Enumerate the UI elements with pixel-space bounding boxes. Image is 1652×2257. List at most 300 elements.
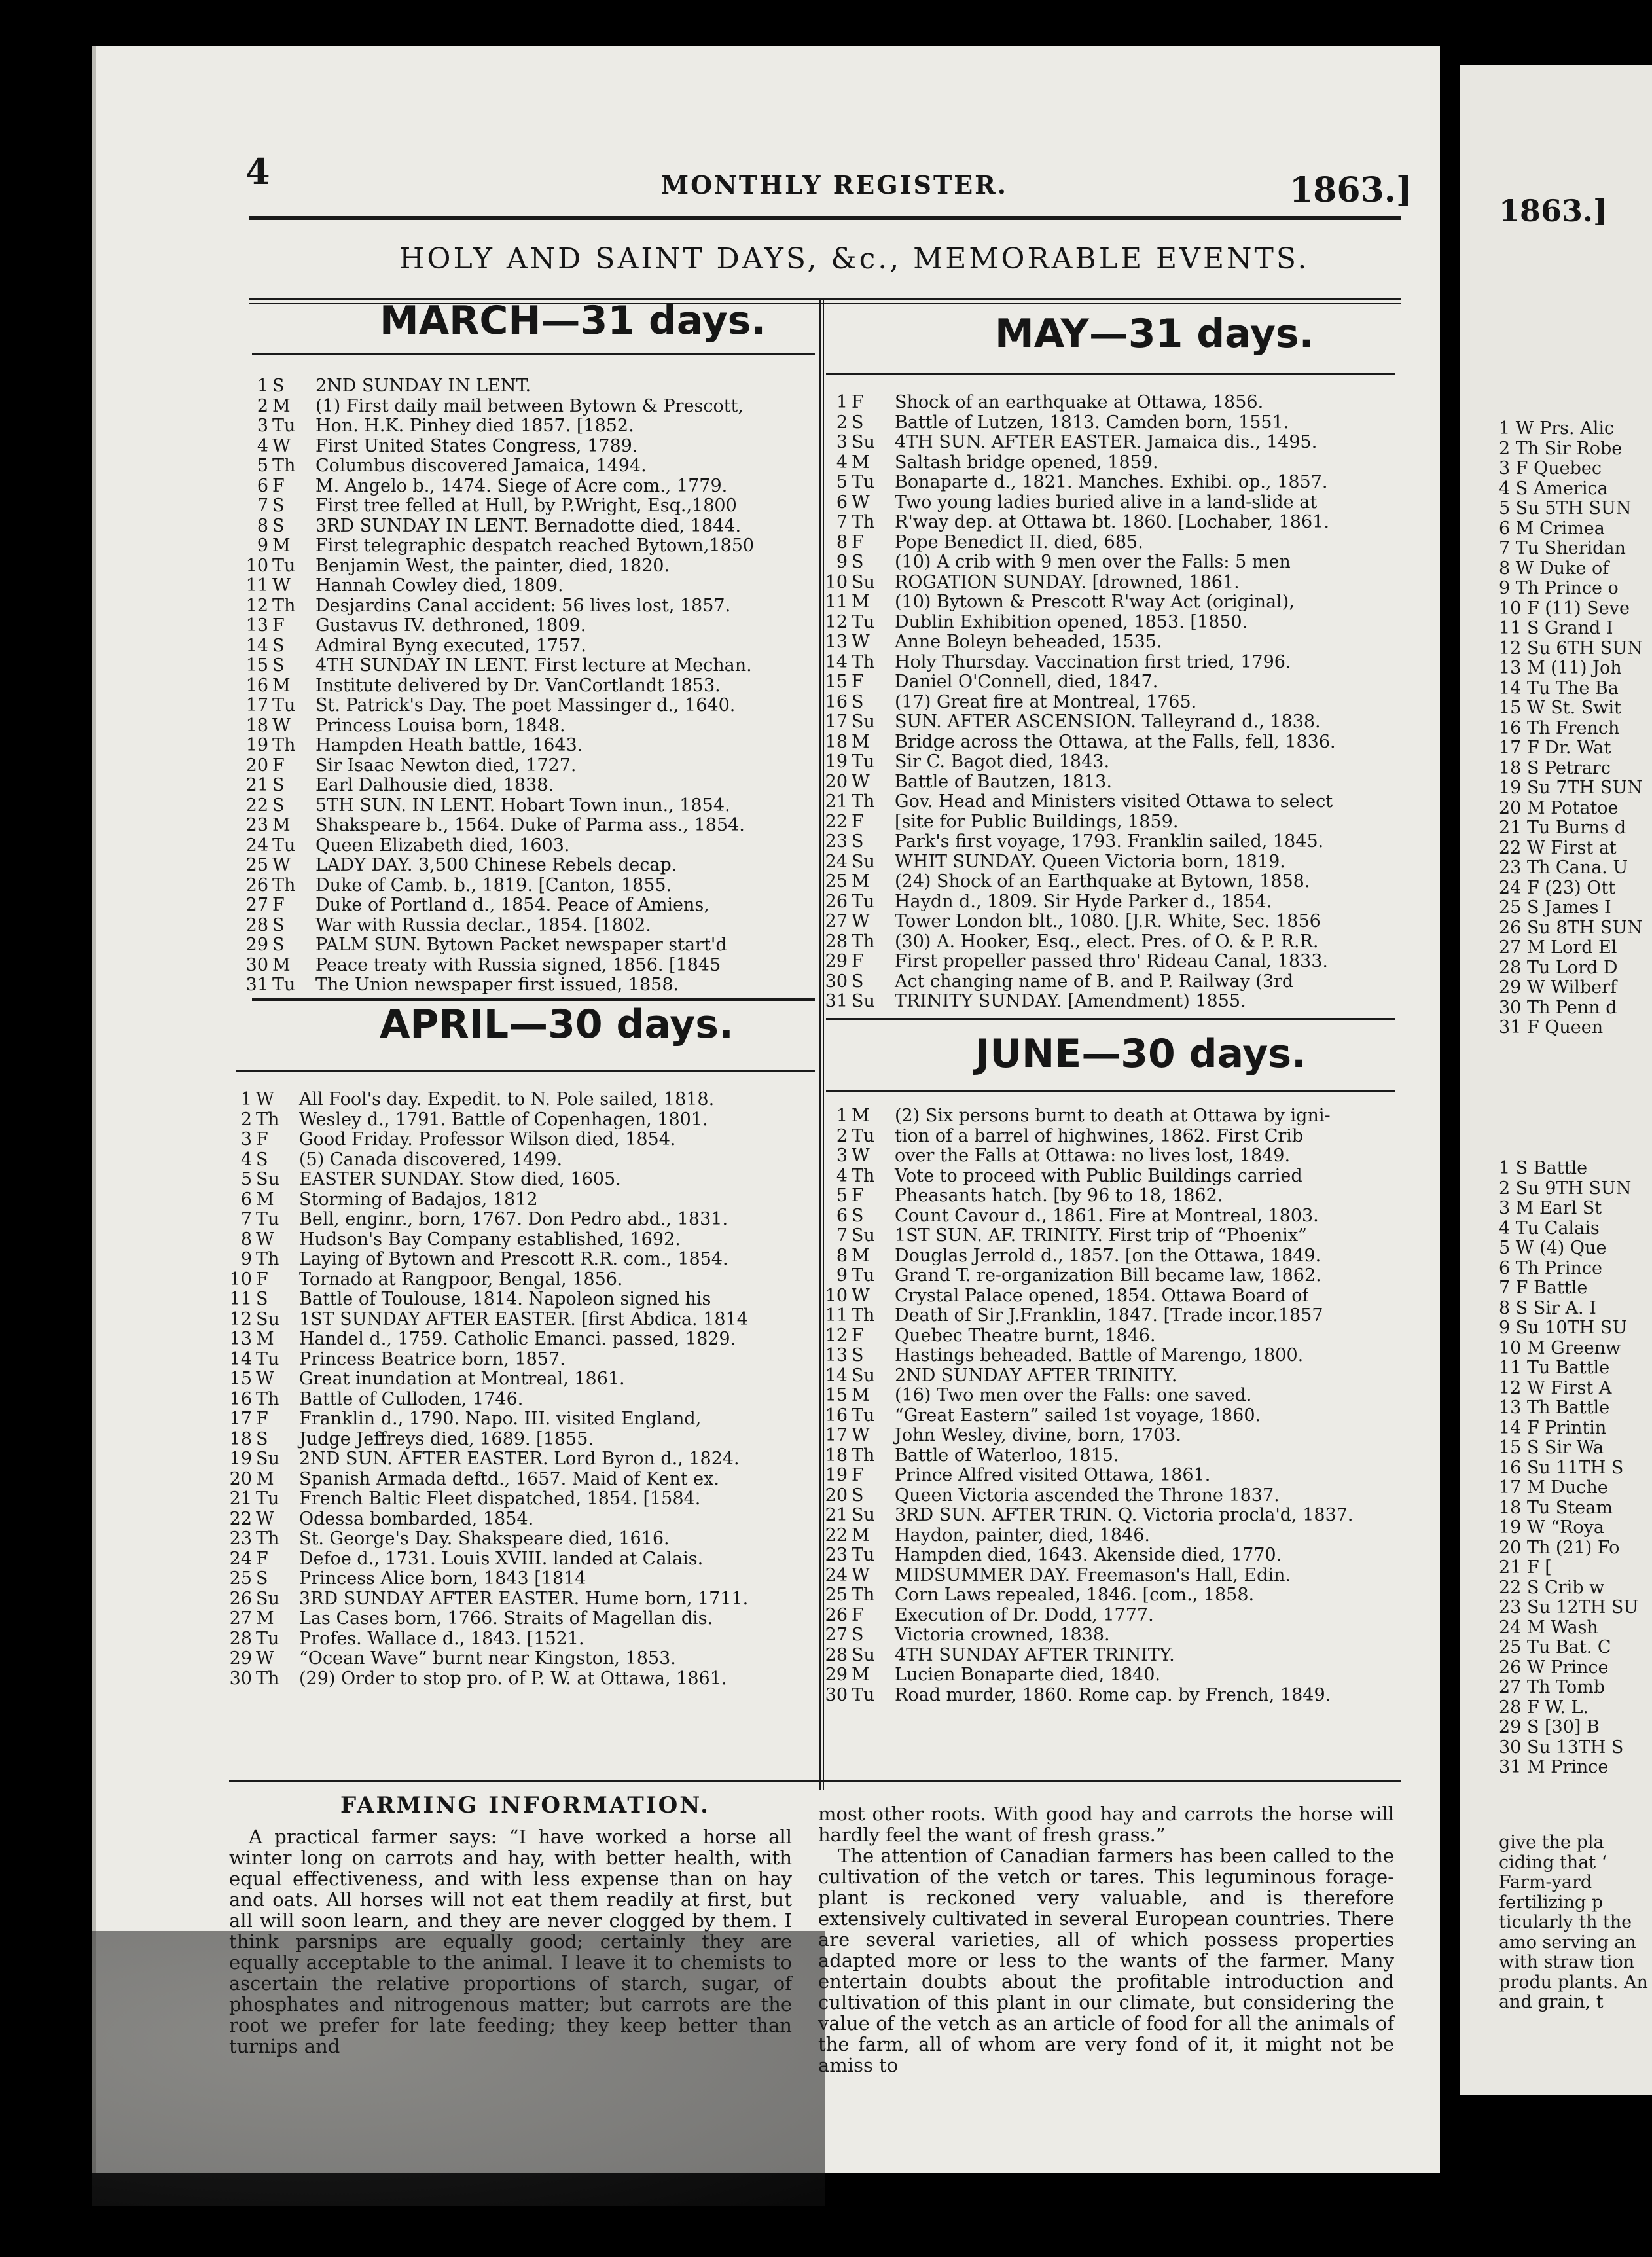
day-number: 21 [229,1489,252,1509]
day-number: 27 [229,1608,252,1629]
month-rule [826,373,1395,375]
day-number: 22 [825,811,848,832]
calendar-row [821,573,1404,593]
event-text: Good Friday. Professor Wilson died, 1854. [299,1130,676,1149]
calendar-row [242,956,818,976]
weekday: F [852,1325,864,1346]
weekday: S [852,1485,864,1506]
day-number: 29 [825,1665,848,1685]
event-text: SUN. AFTER ASCENSION. Talleyrand d., 1838. [895,712,1321,732]
calendar-june [821,1106,1404,1705]
day-number: 12 [245,595,268,616]
weekday: Su [852,1505,875,1525]
day-number: 31 [245,975,268,995]
calendar-march [242,376,818,996]
day-number: 2 [240,1109,252,1130]
weekday: F [852,1604,864,1625]
day-number: 7 [240,1209,252,1229]
weekday: Su [256,1169,279,1189]
adjacent-calendar-row: 12 Su 6TH SUN [1499,638,1643,659]
month-rule [826,1018,1395,1020]
weekday: Tu [852,1265,875,1286]
calendar-row [242,636,818,657]
calendar-row [821,772,1404,793]
calendar-row [821,972,1404,992]
event-text: All Fool's day. Expedit. to N. Pole sailed, 1818. [299,1090,715,1110]
calendar-row [242,876,818,896]
event-text: Tornado at Rangpoor, Bengal, 1856. [299,1269,623,1290]
day-number: 17 [245,695,268,715]
weekday: Tu [852,472,875,492]
event-text: Queen Victoria ascended the Throne 1837. [895,1485,1280,1506]
day-number: 29 [245,935,268,955]
weekday: Th [272,735,296,755]
event-text: (2) Six persons burnt to death at Ottawa by igni- [895,1106,1331,1126]
calendar-row [821,1606,1404,1626]
calendar-row [226,1649,818,1669]
event-text: Douglas Jerrold d., 1857. [on the Ottawa, 1849. [895,1246,1321,1266]
calendar-row [821,1106,1404,1127]
weekday: Tu [852,611,875,632]
calendar-row [242,916,818,936]
adjacent-calendar-row: 14 F Printin [1499,1417,1607,1438]
event-text: Great inundation at Montreal, 1861. [299,1369,625,1389]
weekday: Su [852,432,875,452]
event-text: Spanish Armada deftd., 1657. Maid of Kent ex. [299,1469,719,1489]
weekday: Tu [852,751,875,772]
weekday: Tu [852,891,875,912]
weekday: M [852,1106,870,1126]
event-text: (24) Shock of an Earthquake at Bytown, 1858. [895,872,1310,892]
weekday: W [852,911,870,931]
weekday: Th [852,651,875,672]
event-text: Battle of Lutzen, 1813. Camden born, 1551. [895,412,1289,433]
day-number: 17 [825,712,848,732]
event-text: Bridge across the Ottawa, at the Falls, fell, 1836. [895,732,1336,752]
calendar-row [226,1489,818,1509]
farming-paragraph: A practical farmer says: “I have worked a horse all winter long on carrots and hay, with better health, with equal effectiveness, and with less expense than on hay and oats. All horses will not eat them readily at first, but all will soon learn, and they are never clogged by them. I think parsnips are equally good; certainly they are equally acceptable to the animal. I leave it to chemists to ascertain the relative proportions of starch, sugar, of phosphates and nitrogenous matter; but carrots are the root we prefer for late feeding; they keep better than turnips and [229,1826,792,2057]
weekday: Th [852,1165,875,1186]
calendar-row [821,1646,1404,1666]
event-text: Quebec Theatre burnt, 1846. [895,1326,1156,1346]
weekday: S [852,691,864,712]
calendar-row [821,912,1404,932]
calendar-row [242,496,818,516]
day-number: 13 [229,1329,252,1349]
event-text: Princess Louisa born, 1848. [315,715,566,736]
event-text: Road murder, 1860. Rome cap. by French, 1849. [895,1685,1331,1705]
adjacent-calendar-row: 28 Tu Lord D [1499,957,1618,978]
weekday: Tu [256,1209,279,1229]
weekday: S [272,376,285,396]
calendar-row [821,1526,1404,1546]
day-number: 4 [836,1165,848,1186]
calendar-row [226,1170,818,1190]
calendar-row [226,1270,818,1290]
event-text: War with Russia declar., 1854. [1802. [315,915,651,935]
calendar-row [226,1190,818,1210]
adjacent-calendar-row: 14 Tu The Ba [1499,677,1619,698]
calendar-row [821,1146,1404,1166]
weekday: M [256,1468,274,1489]
event-text: Judge Jeffreys died, 1689. [1855. [299,1429,594,1449]
event-text: (16) Two men over the Falls: one saved. [895,1386,1252,1405]
adjacent-calendar-row: 15 S Sir Wa [1499,1437,1604,1458]
event-text: EASTER SUNDAY. Stow died, 1605. [299,1170,621,1189]
calendar-row [821,613,1404,633]
weekday: W [256,1648,274,1669]
day-number: 14 [229,1348,252,1369]
event-text: 2ND SUNDAY IN LENT. [315,376,531,396]
day-number: 22 [825,1525,848,1545]
weekday: S [272,914,285,935]
weekday: S [256,1149,268,1170]
weekday: F [852,532,864,552]
weekday: F [852,1185,864,1206]
event-text: Defoe d., 1731. Louis XVIII. landed at Calais. [299,1549,704,1569]
day-number: 28 [825,1644,848,1665]
month-rule [236,1070,815,1072]
event-text: Prince Alfred visited Ottawa, 1861. [895,1466,1211,1485]
day-number: 26 [825,1604,848,1625]
weekday: Th [272,456,296,476]
day-number: 24 [229,1548,252,1569]
adjacent-calendar-row: 21 F [ [1499,1557,1552,1578]
weekday: S [852,1345,864,1365]
weekday: Th [256,1668,279,1689]
weekday: S [852,831,864,852]
adjacent-calendar-row: 31 M Prince [1499,1757,1609,1777]
calendar-row [821,1545,1404,1566]
calendar-row [821,852,1404,873]
weekday: Su [256,1588,279,1609]
day-number: 25 [229,1568,252,1589]
calendar-row [226,1369,818,1390]
day-number: 2 [836,412,848,433]
day-number: 27 [825,911,848,931]
day-number: 27 [825,1625,848,1645]
calendar-row [821,1686,1404,1706]
event-text: Hastings beheaded. Battle of Marengo, 1800. [895,1346,1304,1365]
weekday: M [256,1189,274,1210]
event-text: Columbus discovered Jamaica, 1494. [315,456,647,476]
day-number: 23 [825,1545,848,1565]
calendar-row [226,1430,818,1450]
weekday: S [256,1289,268,1309]
calendar-row [226,1409,818,1430]
day-number: 3 [257,416,268,436]
weekday: S [272,795,285,816]
calendar-row [821,413,1404,433]
calendar-row [226,1350,818,1370]
day-number: 26 [245,875,268,895]
event-text: St. George's Day. Shakspeare died, 1616. [299,1529,670,1549]
calendar-row [821,792,1404,812]
calendar-row [821,892,1404,912]
day-number: 15 [229,1369,252,1389]
weekday: W [852,1146,870,1166]
calendar-row [242,736,818,756]
day-number: 2 [836,1125,848,1146]
day-number: 29 [229,1648,252,1669]
event-text: Death of Sir J.Franklin, 1847. [Trade incor.1857 [895,1306,1323,1326]
adjacent-calendar-row: 2 Su 9TH SUN [1499,1178,1632,1199]
calendar-row [242,656,818,676]
adjacent-calendar-row: 23 Th Cana. U [1499,858,1628,878]
day-number: 21 [245,775,268,795]
calendar-row [242,576,818,596]
adjacent-calendar-row: 26 W Prince [1499,1657,1609,1678]
calendar-row [226,1470,818,1490]
weekday: Tu [272,555,296,576]
weekday: Tu [852,1684,875,1705]
adjacent-calendar-row: 16 Su 11TH S [1499,1457,1624,1478]
calendar-row [821,952,1404,972]
calendar-row [242,477,818,497]
adjacent-calendar-row: 29 S [30] B [1499,1717,1600,1737]
event-text: Sir C. Bagot died, 1843. [895,752,1110,772]
month-title-april: APRIL—30 days. [380,1002,734,1047]
event-text: Benjamin West, the painter, died, 1820. [315,556,670,576]
calendar-row [242,895,818,916]
event-text: Odessa bombarded, 1854. [299,1509,534,1529]
day-number: 5 [836,1185,848,1206]
day-number: 27 [245,895,268,915]
weekday: M [852,452,870,473]
weekday: W [256,1229,274,1250]
event-text: Count Cavour d., 1861. Fire at Montreal, 1803. [895,1206,1319,1226]
calendar-row [226,1250,818,1270]
adjacent-calendar-row: 7 F Battle [1499,1278,1588,1298]
calendar-row [226,1449,818,1470]
adjacent-calendar-row: 19 W “Roya [1499,1517,1605,1538]
event-text: Hampden died, 1643. Akenside died, 1770. [895,1545,1282,1565]
month-rule [252,998,815,1001]
event-text: French Baltic Fleet dispatched, 1854. [1584. [299,1489,701,1509]
weekday: S [852,1625,864,1645]
event-text: Park's first voyage, 1793. Franklin sailed, 1845. [895,832,1324,852]
weekday: Th [852,791,875,812]
weekday: M [852,731,870,752]
column-divider [819,298,821,1790]
adjacent-calendar-row: 22 W First at [1499,837,1617,858]
event-text: Bonaparte d., 1821. Manches. Exhibi. op., 1857. [895,473,1328,492]
calendar-row [821,1386,1404,1406]
event-text: M. Angelo b., 1474. Siege of Acre com., 1779. [315,476,728,496]
weekday: Tu [852,1545,875,1565]
calendar-row [821,752,1404,772]
day-number: 7 [836,1225,848,1246]
day-number: 9 [257,535,268,556]
day-number: 31 [825,991,848,1011]
calendar-row [821,552,1404,573]
weekday: Su [852,571,875,592]
weekday: M [852,871,870,892]
event-text: WHIT SUNDAY. Queen Victoria born, 1819. [895,852,1285,872]
event-text: (1) First daily mail between Bytown & Prescott, [315,396,744,416]
event-text: Duke of Camb. b., 1819. [Canton, 1855. [315,875,672,895]
event-text: Wesley d., 1791. Battle of Copenhagen, 1801. [299,1110,708,1130]
calendar-row [242,456,818,477]
day-number: 8 [836,532,848,552]
adjacent-calendar-row: 24 M Wash [1499,1617,1598,1638]
event-text: Hampden Heath battle, 1643. [315,736,583,755]
day-number: 14 [825,651,848,672]
adjacent-calendar-row: 30 Su 13TH S [1499,1737,1624,1758]
calendar-row [821,1585,1404,1606]
event-text: First United States Congress, 1789. [315,436,638,456]
event-text: Gustavus IV. dethroned, 1809. [315,616,586,636]
day-number: 4 [836,452,848,473]
weekday: F [272,475,285,496]
day-number: 1 [836,1106,848,1126]
farming-paragraph: most other roots. With good hay and carrots the horse will hardly feel the want of fresh grass.” [818,1803,1394,1846]
weekday: W [272,575,291,596]
calendar-row [821,1326,1404,1346]
day-number: 25 [245,855,268,875]
day-number: 13 [825,1345,848,1365]
day-number: 5 [240,1169,252,1189]
event-text: Pheasants hatch. [by 96 to 18, 1862. [895,1186,1223,1206]
calendar-row [226,1629,818,1650]
day-number: 17 [229,1409,252,1429]
event-text: First telegraphic despatch reached Bytown,1850 [315,536,755,556]
event-text: (10) A crib with 9 men over the Falls: 5 men [895,552,1291,572]
weekday: S [272,655,285,676]
event-text: ROGATION SUNDAY. [drowned, 1861. [895,572,1240,592]
day-number: 24 [825,1564,848,1585]
event-text: Battle of Culloden, 1746. [299,1389,524,1409]
day-number: 30 [825,971,848,992]
calendar-row [242,376,818,397]
day-number: 26 [825,891,848,912]
calendar-row [226,1509,818,1530]
event-text: Battle of Toulouse, 1814. Napoleon signed his [299,1290,711,1309]
adjacent-calendar-row: 5 Su 5TH SUN [1499,498,1632,518]
adjacent-calendar-row: 11 S Grand I [1499,618,1613,638]
day-number: 16 [245,675,268,696]
calendar-row [242,596,818,617]
day-number: 19 [245,735,268,755]
calendar-row [821,433,1404,453]
adjacent-calendar-row: 15 W St. Swit [1499,698,1621,718]
calendar-row [226,1329,818,1350]
event-text: TRINITY SUNDAY. [Amendment) 1855. [895,992,1246,1011]
day-number: 30 [825,1684,848,1705]
event-text: 2ND SUN. AFTER EASTER. Lord Byron d., 1824. [299,1449,740,1469]
day-number: 14 [245,635,268,656]
calendar-row [242,776,818,796]
day-number: 3 [836,432,848,452]
day-number: 18 [245,715,268,736]
event-text: Crystal Palace opened, 1854. Ottawa Board of [895,1286,1309,1306]
event-text: 3RD SUN. AFTER TRIN. Q. Victoria procla'd, 1837. [895,1506,1354,1525]
weekday: M [852,1385,870,1405]
weekday: Th [852,1445,875,1466]
event-text: Execution of Dr. Dodd, 1777. [895,1605,1154,1625]
calendar-row [226,1390,818,1410]
event-text: (17) Great fire at Montreal, 1765. [895,692,1197,712]
calendar-row [226,1290,818,1310]
weekday: F [852,811,864,832]
weekday: Su [852,851,875,872]
month-title-june: JUNE—30 days. [975,1031,1306,1077]
event-text: Battle of Bautzen, 1813. [895,772,1112,792]
adjacent-calendar-row: 10 F (11) Seve [1499,598,1630,619]
weekday: S [852,971,864,992]
weekday: F [272,895,285,915]
day-number: 28 [229,1628,252,1649]
event-text: Laying of Bytown and Prescott R.R. com., 1854. [299,1250,728,1269]
weekday: Th [852,1585,875,1605]
weekday: Su [852,991,875,1011]
adjacent-calendar-row: 6 Th Prince [1499,1257,1602,1278]
page-number: 4 [245,151,270,192]
event-text: Princess Beatrice born, 1857. [299,1349,566,1369]
day-number: 9 [240,1249,252,1269]
event-text: LADY DAY. 3,500 Chinese Rebels decap. [315,856,677,875]
adjacent-calendar-row: 19 Su 7TH SUN [1499,778,1643,798]
event-text: Dublin Exhibition opened, 1853. [1850. [895,612,1248,632]
adjacent-calendar-row: 24 F (23) Ott [1499,877,1616,898]
weekday: Th [272,595,296,616]
day-number: 13 [245,615,268,636]
weekday: S [852,412,864,433]
day-number: 1 [240,1089,252,1110]
section-subtitle: HOLY AND SAINT DAYS, &c., MEMORABLE EVENTS. [399,242,1310,276]
day-number: 24 [245,835,268,856]
adjacent-calendar-row: 16 Th French [1499,717,1620,738]
event-text: 1ST SUN. AF. TRINITY. First trip of “Phoenix” [895,1226,1307,1246]
adjacent-calendar-row: 1 S Battle [1499,1158,1588,1178]
farming-rule [229,1780,1401,1782]
event-text: John Wesley, divine, born, 1703. [895,1426,1181,1445]
event-text: Tower London blt., 1080. [J.R. White, Sec. 1856 [895,912,1321,931]
adjacent-page [1460,65,1652,2095]
calendar-row [821,393,1404,413]
calendar-row [821,453,1404,473]
calendar-row [242,816,818,836]
day-number: 22 [245,795,268,816]
day-number: 3 [240,1129,252,1149]
calendar-april [226,1090,818,1689]
adjacent-calendar-row: 17 F Dr. Wat [1499,738,1611,758]
event-text: The Union newspaper first issued, 1858. [315,975,679,995]
adjacent-calendar-2 [1499,1159,1638,1778]
day-number: 20 [825,1485,848,1506]
adjacent-calendar-row: 4 S America [1499,478,1608,499]
weekday: M [852,1525,870,1545]
event-text: Saltash bridge opened, 1859. [895,452,1158,473]
day-number: 24 [825,851,848,872]
farming-paragraph: The attention of Canadian farmers has been called to the cultivation of the vetch or tares. This leguminous forage-plant is reckoned very valuable, and is therefore extensively cultivated in several European countries. There are several varieties, all of which possess properties adapted more or less to the wants of the farmer. Many entertain doubts about the profitable introduction and cultivation of this plant in our climate, but considering the value of the vetch as an article of food for all the animals of the farm, all of whom are very fond of it, it might not be amiss to [818,1845,1394,2076]
day-number: 17 [825,1425,848,1445]
adjacent-calendar-row: 3 M Earl St [1499,1198,1602,1218]
weekday: W [852,492,870,513]
calendar-row [226,1210,818,1230]
weekday: Tu [272,695,296,715]
weekday: M [852,1245,870,1266]
day-number: 20 [245,755,268,776]
weekday: F [256,1409,268,1429]
weekday: S [272,775,285,795]
event-text: 4TH SUNDAY AFTER TRINITY. [895,1645,1175,1665]
event-text: Storming of Badajos, 1812 [299,1189,538,1210]
weekday: Su [256,1449,279,1469]
day-number: 26 [229,1588,252,1609]
weekday: S [256,1568,268,1589]
event-text: Victoria crowned, 1838. [895,1625,1110,1645]
